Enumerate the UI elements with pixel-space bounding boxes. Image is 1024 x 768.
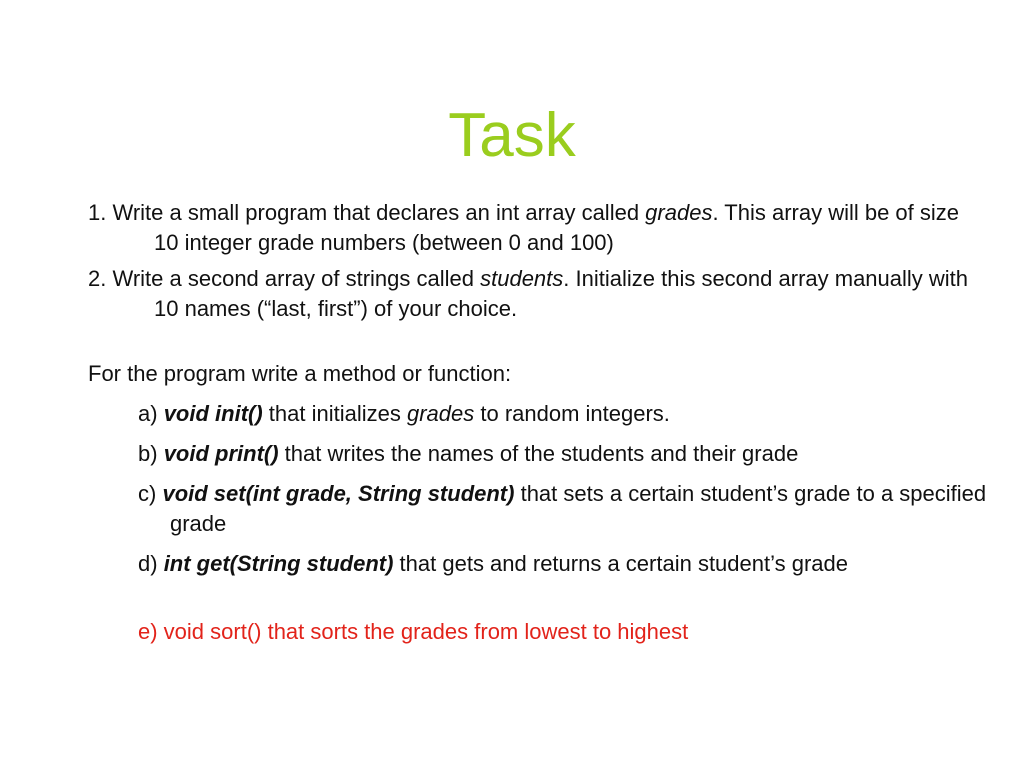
method-e: e) void sort() that sorts the grades from lowest to highest xyxy=(138,619,689,644)
method-d-label: d) xyxy=(138,551,164,576)
task-item-1-pre: 1. Write a small program that declares an int array called xyxy=(88,200,646,225)
task-item-2-pre: 2. Write a second array of strings called xyxy=(88,266,481,291)
task-item-1 xyxy=(88,198,988,258)
method-b-post: that writes the names of the students and their grade xyxy=(278,441,799,466)
method-a-signature: void init() xyxy=(163,401,263,426)
task-item-2 xyxy=(88,264,988,324)
methods-intro: For the program write a method or function: xyxy=(88,361,512,386)
method-d xyxy=(138,549,988,579)
task-item-1-post: . This array will be of size 10 integer grade numbers (between 0 and 100) xyxy=(154,200,960,255)
slide-body xyxy=(88,198,988,647)
method-a-post: to random integers. xyxy=(474,401,670,426)
method-a-label: a) xyxy=(138,401,164,426)
method-d-signature: int get(String student) xyxy=(163,551,394,576)
method-d-post: that gets and returns a certain student’s grade xyxy=(393,551,848,576)
task-item-1-array-name: grades xyxy=(645,200,713,225)
method-c-label: c) xyxy=(138,481,163,506)
method-c-signature: void set(int grade, String student) xyxy=(162,481,515,506)
method-c xyxy=(138,479,988,539)
task-item-2-array-name: students xyxy=(480,266,564,291)
method-a-array-name: grades xyxy=(406,401,475,426)
method-a-mid: that initializes xyxy=(262,401,407,426)
method-b xyxy=(138,439,988,469)
method-b-signature: void print() xyxy=(163,441,279,466)
method-b-label: b) xyxy=(138,441,164,466)
slide-title: Task xyxy=(448,101,576,170)
method-a xyxy=(138,399,988,429)
task-item-2-post: . Initialize this second array manually with 10 names (“last, first”) of your choice. xyxy=(154,266,969,321)
method-c-post: that sets a certain student’s grade to a specified grade xyxy=(170,481,987,536)
